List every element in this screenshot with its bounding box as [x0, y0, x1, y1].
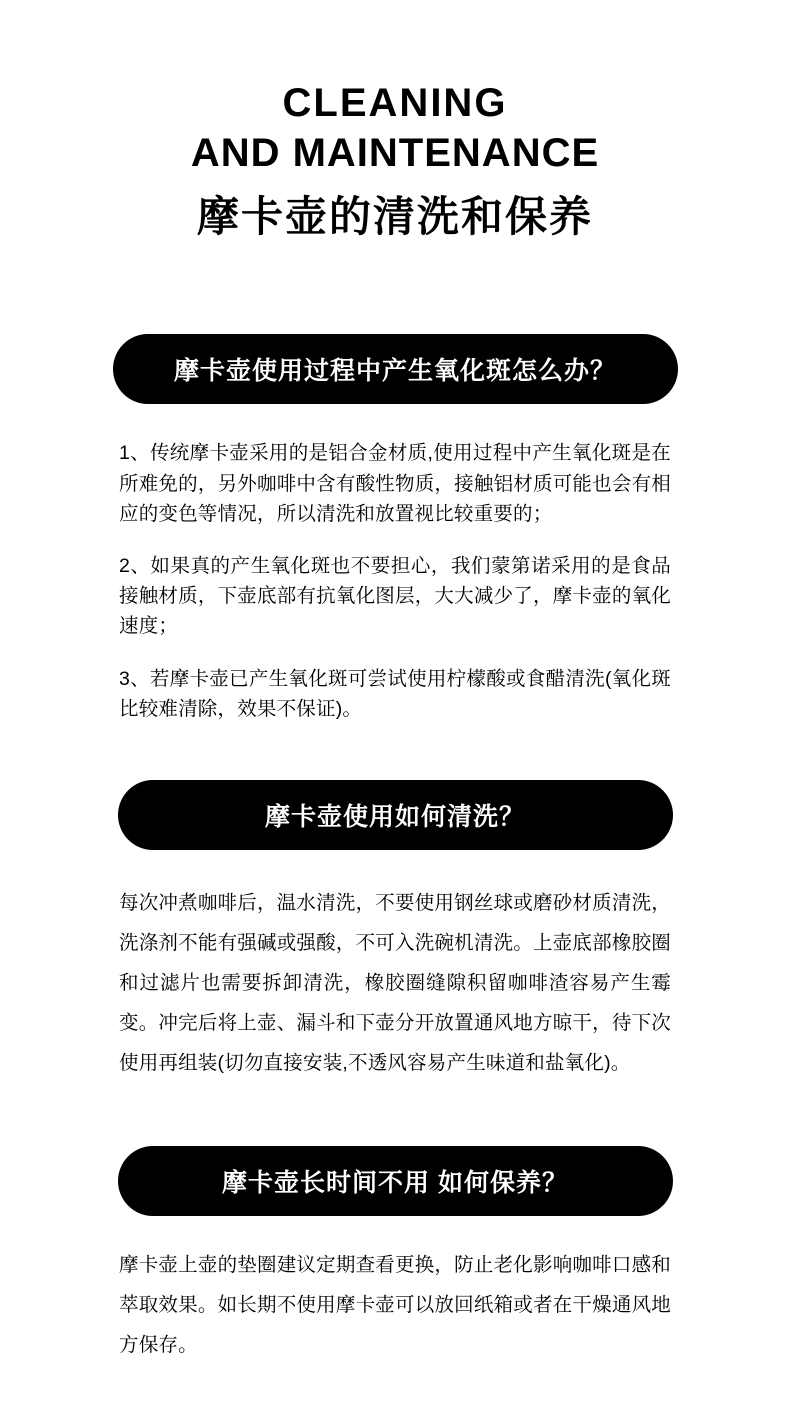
title-english-line1: CLEANING — [282, 81, 508, 125]
title-english-line2: AND MAINTENANCE — [190, 131, 600, 175]
page-title-english — [60, 0, 730, 178]
paragraph: 摩卡壶上壶的垫圈建议定期查看更换，防止老化影响咖啡口感和萃取效果。如长期不使用摩卡壶可以放回纸箱或者在干燥通风地方保存。 — [119, 1253, 671, 1356]
section-heading-cleaning: 摩卡壶使用如何清洗？ — [118, 780, 673, 850]
section-heading-storage: 摩卡壶长时间不用 如何保养？ — [118, 1146, 673, 1216]
paragraph: 每次冲煮咖啡后，温水清洗，不要使用钢丝球或磨砂材质清洗，洗涤剂不能有强碱或强酸，不可入洗碗机清洗。上壶底部橡胶圈和过滤片也需要拆卸清洗，橡胶圈缝隙积留咖啡渣容易产生霉变。冲完后将上壶、漏斗和下壶分开放置通风地方晾干，待下次使用再组装(切勿直接安装,不透风容易产生味道和盐氧化)。 — [119, 892, 671, 1075]
page-title-chinese: 摩卡壶的清洗和保养 — [196, 193, 593, 240]
paragraph: 1、传统摩卡壶采用的是铝合金材质,使用过程中产生氧化斑是在所难免的，另外咖啡中含有酸性物质，接触铝材质可能也会有相应的变色等情况，所以清洗和放置视比较重要的； — [119, 442, 671, 525]
section-body-oxidation — [119, 438, 671, 724]
section-body-cleaning — [119, 884, 671, 1084]
paragraph: 2、如果真的产生氧化斑也不要担心，我们蒙第诺采用的是食品接触材质，下壶底部有抗氧化图层，大大减少了，摩卡壶的氧化速度； — [119, 555, 671, 638]
section-heading-oxidation: 摩卡壶使用过程中产生氧化斑怎么办？ — [113, 334, 678, 404]
section-body-storage — [119, 1246, 671, 1366]
paragraph: 3、若摩卡壶已产生氧化斑可尝试使用柠檬酸或食醋清洗(氧化斑比较难清除，效果不保证)。 — [119, 667, 671, 720]
